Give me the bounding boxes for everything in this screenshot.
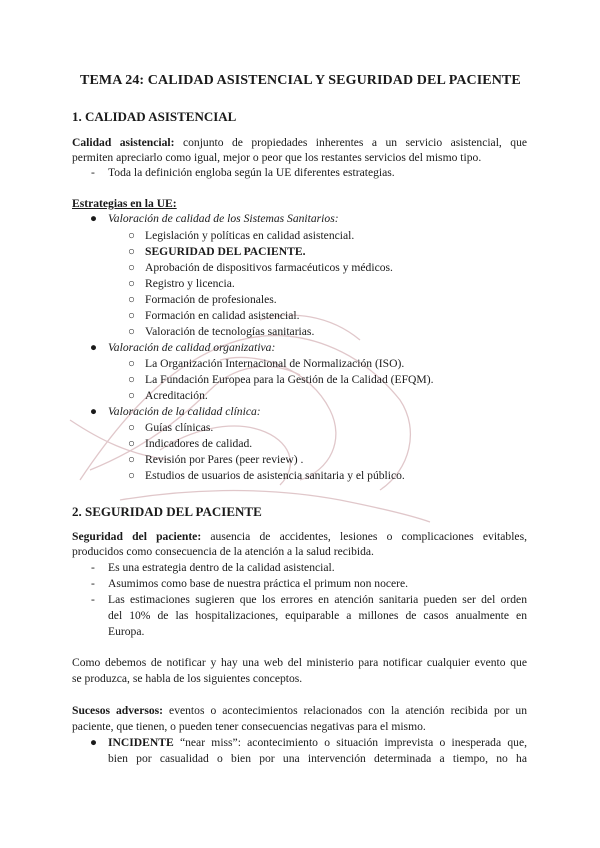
section1-heading: 1. CALIDAD ASISTENCIAL xyxy=(72,109,237,124)
circle-bullet-icon: ○ xyxy=(128,469,136,482)
seguridad-definition-line1: Seguridad del paciente: ausencia de accidentes, lesiones o complicaciones evitables, xyxy=(72,530,527,543)
seguridad-term: Seguridad del paciente: xyxy=(72,530,202,543)
dash-bullet: - xyxy=(91,166,95,179)
dash-bullet: - xyxy=(91,593,95,606)
ue-strategies-note: Toda la definición engloba según la UE diferentes estrategias. xyxy=(108,166,395,179)
dash-item: Asumimos como base de nuestra práctica el primum non nocere. xyxy=(108,577,409,590)
incidente-line2: bien por casualidad o bien por una intervención determinada a tiempo, no ha xyxy=(108,752,527,765)
list-item: Valoración de tecnologías sanitarias. xyxy=(145,325,315,338)
list-item: SEGURIDAD DEL PACIENTE. xyxy=(145,245,306,258)
notify-paragraph-line1: Como debemos de notificar y hay una web del ministerio para notificar cualquier evento que xyxy=(72,656,527,669)
circle-bullet-icon: ○ xyxy=(128,309,136,322)
list-item: Formación en calidad asistencial. xyxy=(145,309,300,322)
calidad-definition-line2: permiten apreciarlo como igual, mejor o peor que los restantes servicios del mismo tipo. xyxy=(72,151,482,164)
notify-paragraph-line2: se produzca, se habla de los siguientes conceptos. xyxy=(72,672,303,685)
group-clinica: Valoración de la calidad clínica: xyxy=(108,405,261,418)
strategies-heading: Estrategias en la UE: xyxy=(72,197,177,210)
dash-item: Es una estrategia dentro de la calidad asistencial. xyxy=(108,561,335,574)
incidente-line1: INCIDENTE “near miss”: acontecimiento o situación imprevista o inesperada que, xyxy=(108,736,527,749)
section2-heading: 2. SEGURIDAD DEL PACIENTE xyxy=(72,504,262,519)
list-item: Guías clínicas. xyxy=(145,421,214,434)
circle-bullet-icon: ○ xyxy=(128,421,136,434)
list-item: Revisión por Pares (peer review) . xyxy=(145,453,304,466)
list-item: Aprobación de dispositivos farmacéuticos y médicos. xyxy=(145,261,393,274)
dash-bullet: - xyxy=(91,577,95,590)
circle-bullet-icon: ○ xyxy=(128,373,136,386)
bullet-icon: ● xyxy=(90,405,98,418)
circle-bullet-icon: ○ xyxy=(128,357,136,370)
calidad-definition-line1: Calidad asistencial: conjunto de propiedades inherentes a un servicio asistencial, que xyxy=(72,136,528,149)
list-item: Registro y licencia. xyxy=(145,277,235,290)
circle-bullet-icon: ○ xyxy=(128,389,136,402)
list-item: Indicadores de calidad. xyxy=(145,437,253,450)
dash-bullet: - xyxy=(91,561,95,574)
list-item: Legislación y políticas en calidad asistencial. xyxy=(145,229,355,242)
list-item: Acreditación. xyxy=(145,389,208,402)
dash-item-cont: del 10% de las hospitalizaciones, equiparable a millones de casos anualmente en xyxy=(108,609,527,622)
sucesos-adversos-line2: paciente, que tienen, o pueden tener consecuencias negativas para el mismo. xyxy=(72,720,426,733)
bullet-icon: ● xyxy=(90,212,98,225)
bullet-icon: ● xyxy=(90,341,98,354)
circle-bullet-icon: ○ xyxy=(128,229,136,242)
circle-bullet-icon: ○ xyxy=(128,453,136,466)
seguridad-definition-line2: producidos como consecuencia de la atención a la salud recibida. xyxy=(72,545,374,558)
circle-bullet-icon: ○ xyxy=(128,437,136,450)
circle-bullet-icon: ○ xyxy=(128,277,136,290)
incidente-term: INCIDENTE xyxy=(108,736,174,749)
circle-bullet-icon: ○ xyxy=(128,293,136,306)
circle-bullet-icon: ○ xyxy=(128,325,136,338)
page-title: TEMA 24: CALIDAD ASISTENCIAL Y SEGURIDAD DEL PACIENTE xyxy=(80,73,521,88)
list-item: Formación de profesionales. xyxy=(145,293,277,306)
group-sistemas-sanitarios: Valoración de calidad de los Sistemas Sanitarios: xyxy=(108,212,339,225)
circle-bullet-icon: ○ xyxy=(128,245,136,258)
sucesos-adversos-line1: Sucesos adversos: eventos o acontecimientos relacionados con la atención recibida por un xyxy=(72,704,527,717)
sucesos-term: Sucesos adversos: xyxy=(72,704,164,717)
circle-bullet-icon: ○ xyxy=(128,261,136,274)
calidad-term: Calidad asistencial: xyxy=(72,136,175,149)
list-item: La Fundación Europea para la Gestión de la Calidad (EFQM). xyxy=(145,373,434,386)
dash-item: Las estimaciones sugieren que los errores en atención sanitaria pueden ser del orden xyxy=(108,593,527,606)
bullet-icon: ● xyxy=(90,736,98,749)
list-item: La Organización Internacional de Normalización (ISO). xyxy=(145,357,405,370)
dash-item-cont: Europa. xyxy=(108,625,145,638)
list-item: Estudios de usuarios de asistencia sanitaria y el público. xyxy=(145,469,405,482)
group-organizativa: Valoración de calidad organizativa: xyxy=(108,341,276,354)
